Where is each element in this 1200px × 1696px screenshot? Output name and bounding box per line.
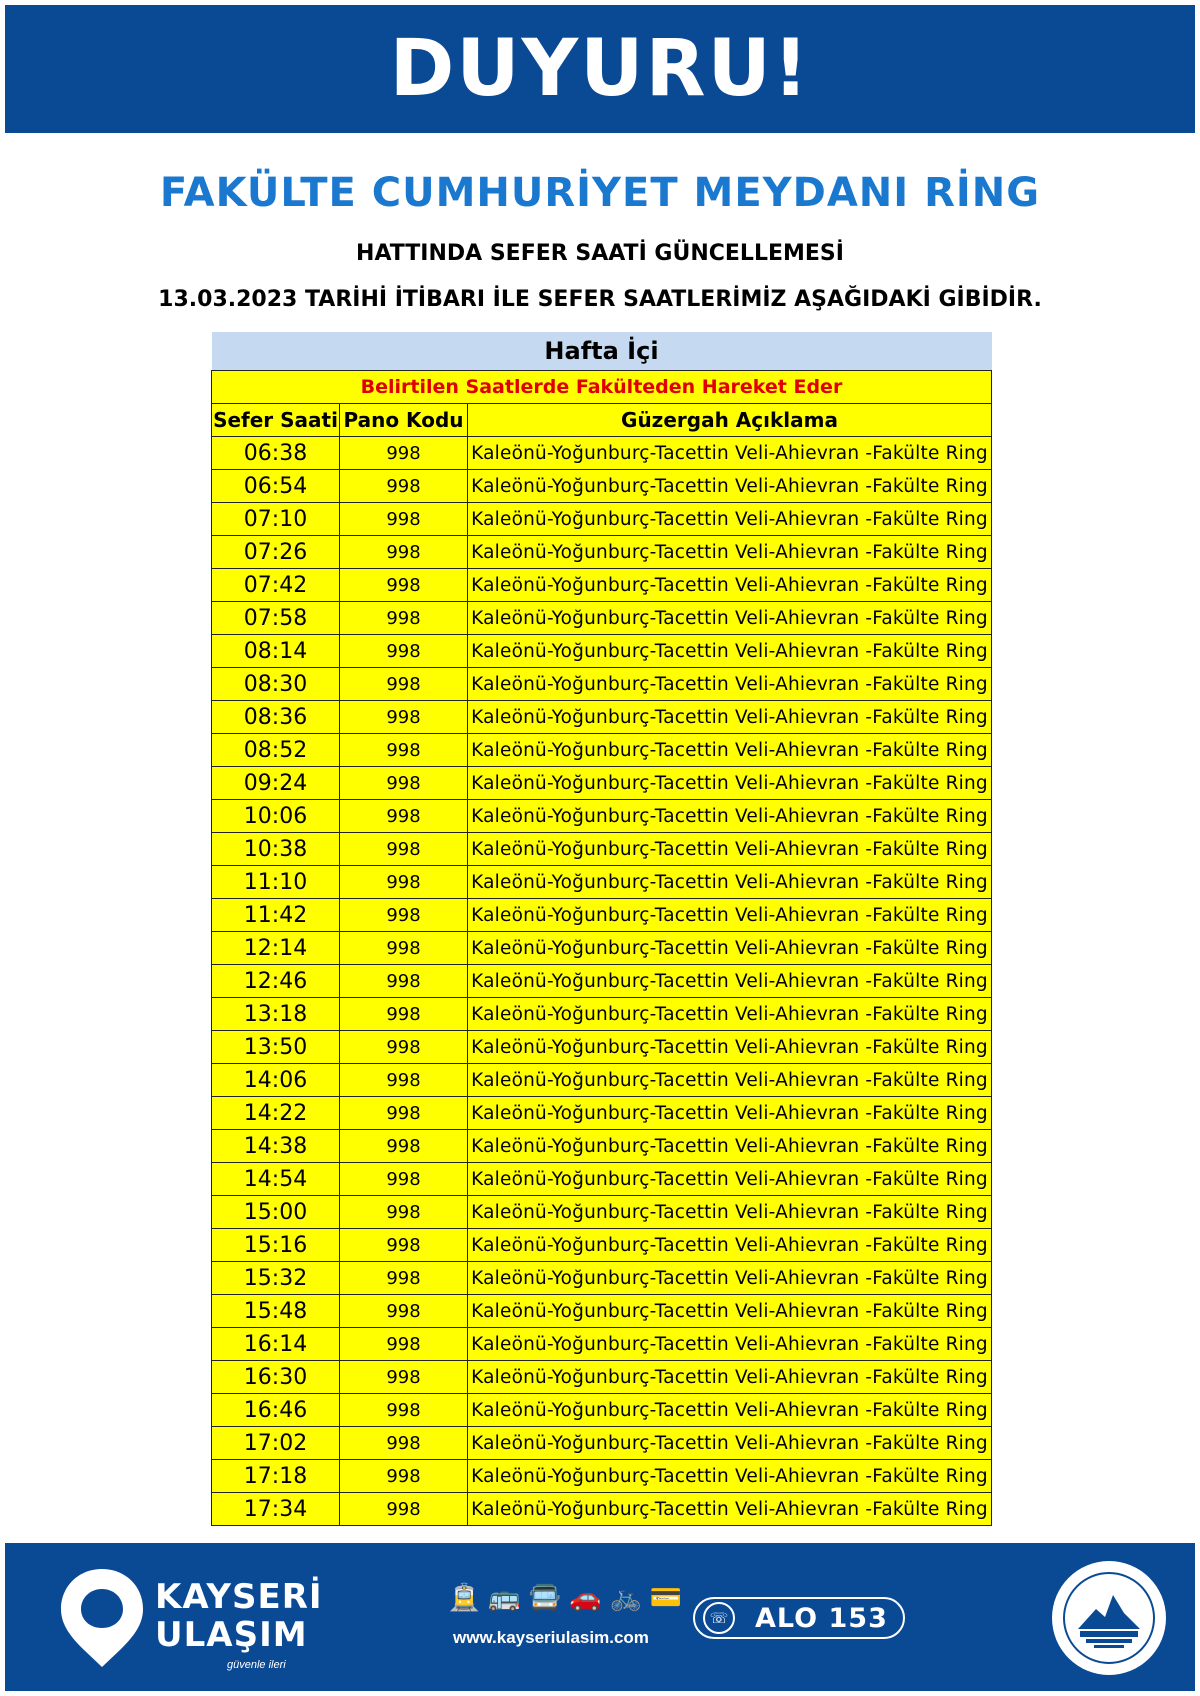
table-row — [212, 1427, 992, 1460]
cell-code: 998 — [340, 1361, 468, 1394]
cell-route: Kaleönü-Yoğunburç-Tacettin Veli-Ahievran -Fakülte Ring — [468, 767, 992, 800]
cell-route: Kaleönü-Yoğunburç-Tacettin Veli-Ahievran -Fakülte Ring — [468, 1097, 992, 1130]
cell-time: 11:10 — [212, 866, 340, 899]
schedule-note: Belirtilen Saatlerde Fakülteden Hareket Eder — [212, 371, 992, 404]
cell-code: 998 — [340, 1196, 468, 1229]
bicycle-icon: 🚲 — [609, 1583, 642, 1613]
cell-route: Kaleönü-Yoğunburç-Tacettin Veli-Ahievran -Fakülte Ring — [468, 1130, 992, 1163]
table-row — [212, 1031, 992, 1064]
table-row — [212, 1229, 992, 1262]
table-row — [212, 536, 992, 569]
cell-time: 06:54 — [212, 470, 340, 503]
cell-code: 998 — [340, 833, 468, 866]
cell-code: 998 — [340, 536, 468, 569]
cell-route: Kaleönü-Yoğunburç-Tacettin Veli-Ahievran -Fakülte Ring — [468, 1031, 992, 1064]
cell-route: Kaleönü-Yoğunburç-Tacettin Veli-Ahievran -Fakülte Ring — [468, 602, 992, 635]
transport-icons — [448, 1583, 682, 1613]
cell-code: 998 — [340, 866, 468, 899]
table-row — [212, 1097, 992, 1130]
cell-code: 998 — [340, 437, 468, 470]
cell-time: 10:06 — [212, 800, 340, 833]
cell-route: Kaleönü-Yoğunburç-Tacettin Veli-Ahievran -Fakülte Ring — [468, 1394, 992, 1427]
banner-title: DUYURU! — [389, 24, 811, 114]
column-header-route: Güzergah Açıklama — [468, 404, 992, 437]
table-row — [212, 1295, 992, 1328]
route-title: FAKÜLTE CUMHURİYET MEYDANI RİNG — [159, 170, 1041, 216]
table-row — [212, 1493, 992, 1526]
cell-time: 08:36 — [212, 701, 340, 734]
table-row — [212, 635, 992, 668]
route-subtitle: HATTINDA SEFER SAATİ GÜNCELLEMESİ — [356, 241, 844, 266]
cell-code: 998 — [340, 767, 468, 800]
cell-time: 08:14 — [212, 635, 340, 668]
minibus-icon: 🚍 — [528, 1583, 562, 1613]
column-header-code: Pano Kodu — [340, 404, 468, 437]
cell-route: Kaleönü-Yoğunburç-Tacettin Veli-Ahievran -Fakülte Ring — [468, 1460, 992, 1493]
table-row — [212, 470, 992, 503]
cell-time: 07:58 — [212, 602, 340, 635]
cell-code: 998 — [340, 635, 468, 668]
cell-route: Kaleönü-Yoğunburç-Tacettin Veli-Ahievran -Fakülte Ring — [468, 437, 992, 470]
cell-time: 10:38 — [212, 833, 340, 866]
cell-time: 15:16 — [212, 1229, 340, 1262]
cell-code: 998 — [340, 701, 468, 734]
cell-route: Kaleönü-Yoğunburç-Tacettin Veli-Ahievran -Fakülte Ring — [468, 1229, 992, 1262]
table-row — [212, 965, 992, 998]
cell-time: 13:50 — [212, 1031, 340, 1064]
cell-route: Kaleönü-Yoğunburç-Tacettin Veli-Ahievran -Fakülte Ring — [468, 866, 992, 899]
table-row — [212, 701, 992, 734]
cell-code: 998 — [340, 998, 468, 1031]
cell-time: 09:24 — [212, 767, 340, 800]
cell-code: 998 — [340, 1097, 468, 1130]
cell-time: 07:26 — [212, 536, 340, 569]
cell-code: 998 — [340, 470, 468, 503]
cell-time: 14:22 — [212, 1097, 340, 1130]
cell-time: 15:48 — [212, 1295, 340, 1328]
table-row — [212, 1361, 992, 1394]
footer-bar — [5, 1543, 1195, 1691]
hotline-badge[interactable] — [693, 1597, 905, 1639]
cell-code: 998 — [340, 1130, 468, 1163]
table-row — [212, 998, 992, 1031]
cell-route: Kaleönü-Yoğunburç-Tacettin Veli-Ahievran -Fakülte Ring — [468, 1328, 992, 1361]
cell-route: Kaleönü-Yoğunburç-Tacettin Veli-Ahievran -Fakülte Ring — [468, 536, 992, 569]
cell-time: 17:34 — [212, 1493, 340, 1526]
cell-route: Kaleönü-Yoğunburç-Tacettin Veli-Ahievran -Fakülte Ring — [468, 734, 992, 767]
brand-slogan: güvenle ileri — [227, 1659, 286, 1671]
table-row — [212, 1262, 992, 1295]
cell-route: Kaleönü-Yoğunburç-Tacettin Veli-Ahievran -Fakülte Ring — [468, 1295, 992, 1328]
cell-time: 06:38 — [212, 437, 340, 470]
table-row — [212, 602, 992, 635]
table-row — [212, 932, 992, 965]
cell-route: Kaleönü-Yoğunburç-Tacettin Veli-Ahievran -Fakülte Ring — [468, 833, 992, 866]
table-row — [212, 1460, 992, 1493]
cell-code: 998 — [340, 734, 468, 767]
cell-code: 998 — [340, 1493, 468, 1526]
cell-code: 998 — [340, 1163, 468, 1196]
cell-code: 998 — [340, 1328, 468, 1361]
cell-time: 16:30 — [212, 1361, 340, 1394]
cell-code: 998 — [340, 1229, 468, 1262]
website-link[interactable]: www.kayseriulasim.com — [453, 1628, 649, 1647]
table-row — [212, 1196, 992, 1229]
table-row — [212, 833, 992, 866]
cell-route: Kaleönü-Yoğunburç-Tacettin Veli-Ahievran -Fakülte Ring — [468, 503, 992, 536]
tram-icon: 🚊 — [448, 1583, 481, 1613]
cell-time: 14:06 — [212, 1064, 340, 1097]
cell-route: Kaleönü-Yoğunburç-Tacettin Veli-Ahievran -Fakülte Ring — [468, 668, 992, 701]
cell-route: Kaleönü-Yoğunburç-Tacettin Veli-Ahievran -Fakülte Ring — [468, 1361, 992, 1394]
parking-car-icon: 🚗 — [569, 1583, 602, 1613]
cell-code: 998 — [340, 569, 468, 602]
table-row — [212, 569, 992, 602]
cell-time: 14:38 — [212, 1130, 340, 1163]
cell-route: Kaleönü-Yoğunburç-Tacettin Veli-Ahievran -Fakülte Ring — [468, 635, 992, 668]
cell-code: 998 — [340, 932, 468, 965]
cell-time: 16:46 — [212, 1394, 340, 1427]
cell-route: Kaleönü-Yoğunburç-Tacettin Veli-Ahievran -Fakülte Ring — [468, 470, 992, 503]
cell-time: 08:52 — [212, 734, 340, 767]
cell-route: Kaleönü-Yoğunburç-Tacettin Veli-Ahievran -Fakülte Ring — [468, 932, 992, 965]
cell-time: 11:42 — [212, 899, 340, 932]
cell-code: 998 — [340, 503, 468, 536]
bus-icon: 🚌 — [488, 1583, 521, 1613]
cell-code: 998 — [340, 1031, 468, 1064]
table-row — [212, 1064, 992, 1097]
cell-code: 998 — [340, 1064, 468, 1097]
cell-code: 998 — [340, 1427, 468, 1460]
cell-code: 998 — [340, 602, 468, 635]
cell-route: Kaleönü-Yoğunburç-Tacettin Veli-Ahievran -Fakülte Ring — [468, 1163, 992, 1196]
table-row — [212, 1328, 992, 1361]
card-icon: 💳 — [649, 1583, 683, 1613]
cell-time: 07:42 — [212, 569, 340, 602]
cell-time: 07:10 — [212, 503, 340, 536]
table-row — [212, 437, 992, 470]
table-row — [212, 800, 992, 833]
cell-code: 998 — [340, 1394, 468, 1427]
cell-time: 16:14 — [212, 1328, 340, 1361]
table-row — [212, 668, 992, 701]
cell-code: 998 — [340, 668, 468, 701]
municipality-seal-icon — [1050, 1559, 1168, 1677]
cell-code: 998 — [340, 899, 468, 932]
announcement-banner — [5, 5, 1195, 133]
cell-time: 17:18 — [212, 1460, 340, 1493]
brand-name-line2: ULAŞIM — [155, 1615, 308, 1655]
schedule-period: Hafta İçi — [212, 332, 992, 371]
table-row — [212, 1163, 992, 1196]
cell-code: 998 — [340, 965, 468, 998]
cell-route: Kaleönü-Yoğunburç-Tacettin Veli-Ahievran -Fakülte Ring — [468, 569, 992, 602]
cell-code: 998 — [340, 1460, 468, 1493]
cell-route: Kaleönü-Yoğunburç-Tacettin Veli-Ahievran -Fakülte Ring — [468, 800, 992, 833]
table-row — [212, 899, 992, 932]
table-row — [212, 1130, 992, 1163]
column-header-time: Sefer Saati — [212, 404, 340, 437]
cell-route: Kaleönü-Yoğunburç-Tacettin Veli-Ahievran -Fakülte Ring — [468, 701, 992, 734]
hotline-number: ALO 153 — [755, 1602, 888, 1634]
schedule-table — [211, 332, 992, 1526]
cell-time: 12:14 — [212, 932, 340, 965]
cell-time: 17:02 — [212, 1427, 340, 1460]
cell-route: Kaleönü-Yoğunburç-Tacettin Veli-Ahievran -Fakülte Ring — [468, 1064, 992, 1097]
phone-icon: ☏ — [703, 1602, 735, 1634]
cell-code: 998 — [340, 1262, 468, 1295]
table-row — [212, 1394, 992, 1427]
cell-code: 998 — [340, 1295, 468, 1328]
cell-route: Kaleönü-Yoğunburç-Tacettin Veli-Ahievran -Fakülte Ring — [468, 998, 992, 1031]
cell-route: Kaleönü-Yoğunburç-Tacettin Veli-Ahievran -Fakülte Ring — [468, 1196, 992, 1229]
effective-date-note: 13.03.2023 TARİHİ İTİBARI İLE SEFER SAATLERİMİZ AŞAĞIDAKİ GİBİDİR. — [158, 287, 1042, 312]
cell-time: 13:18 — [212, 998, 340, 1031]
brand-name-line1: KAYSERİ — [155, 1577, 323, 1617]
cell-route: Kaleönü-Yoğunburç-Tacettin Veli-Ahievran -Fakülte Ring — [468, 965, 992, 998]
cell-route: Kaleönü-Yoğunburç-Tacettin Veli-Ahievran -Fakülte Ring — [468, 1427, 992, 1460]
cell-route: Kaleönü-Yoğunburç-Tacettin Veli-Ahievran -Fakülte Ring — [468, 1493, 992, 1526]
table-row — [212, 734, 992, 767]
cell-route: Kaleönü-Yoğunburç-Tacettin Veli-Ahievran -Fakülte Ring — [468, 899, 992, 932]
table-row — [212, 503, 992, 536]
cell-code: 998 — [340, 800, 468, 833]
table-row — [212, 767, 992, 800]
location-pin-icon — [57, 1565, 147, 1670]
cell-time: 15:00 — [212, 1196, 340, 1229]
cell-time: 08:30 — [212, 668, 340, 701]
cell-route: Kaleönü-Yoğunburç-Tacettin Veli-Ahievran -Fakülte Ring — [468, 1262, 992, 1295]
table-row — [212, 866, 992, 899]
cell-time: 15:32 — [212, 1262, 340, 1295]
cell-time: 14:54 — [212, 1163, 340, 1196]
cell-time: 12:46 — [212, 965, 340, 998]
